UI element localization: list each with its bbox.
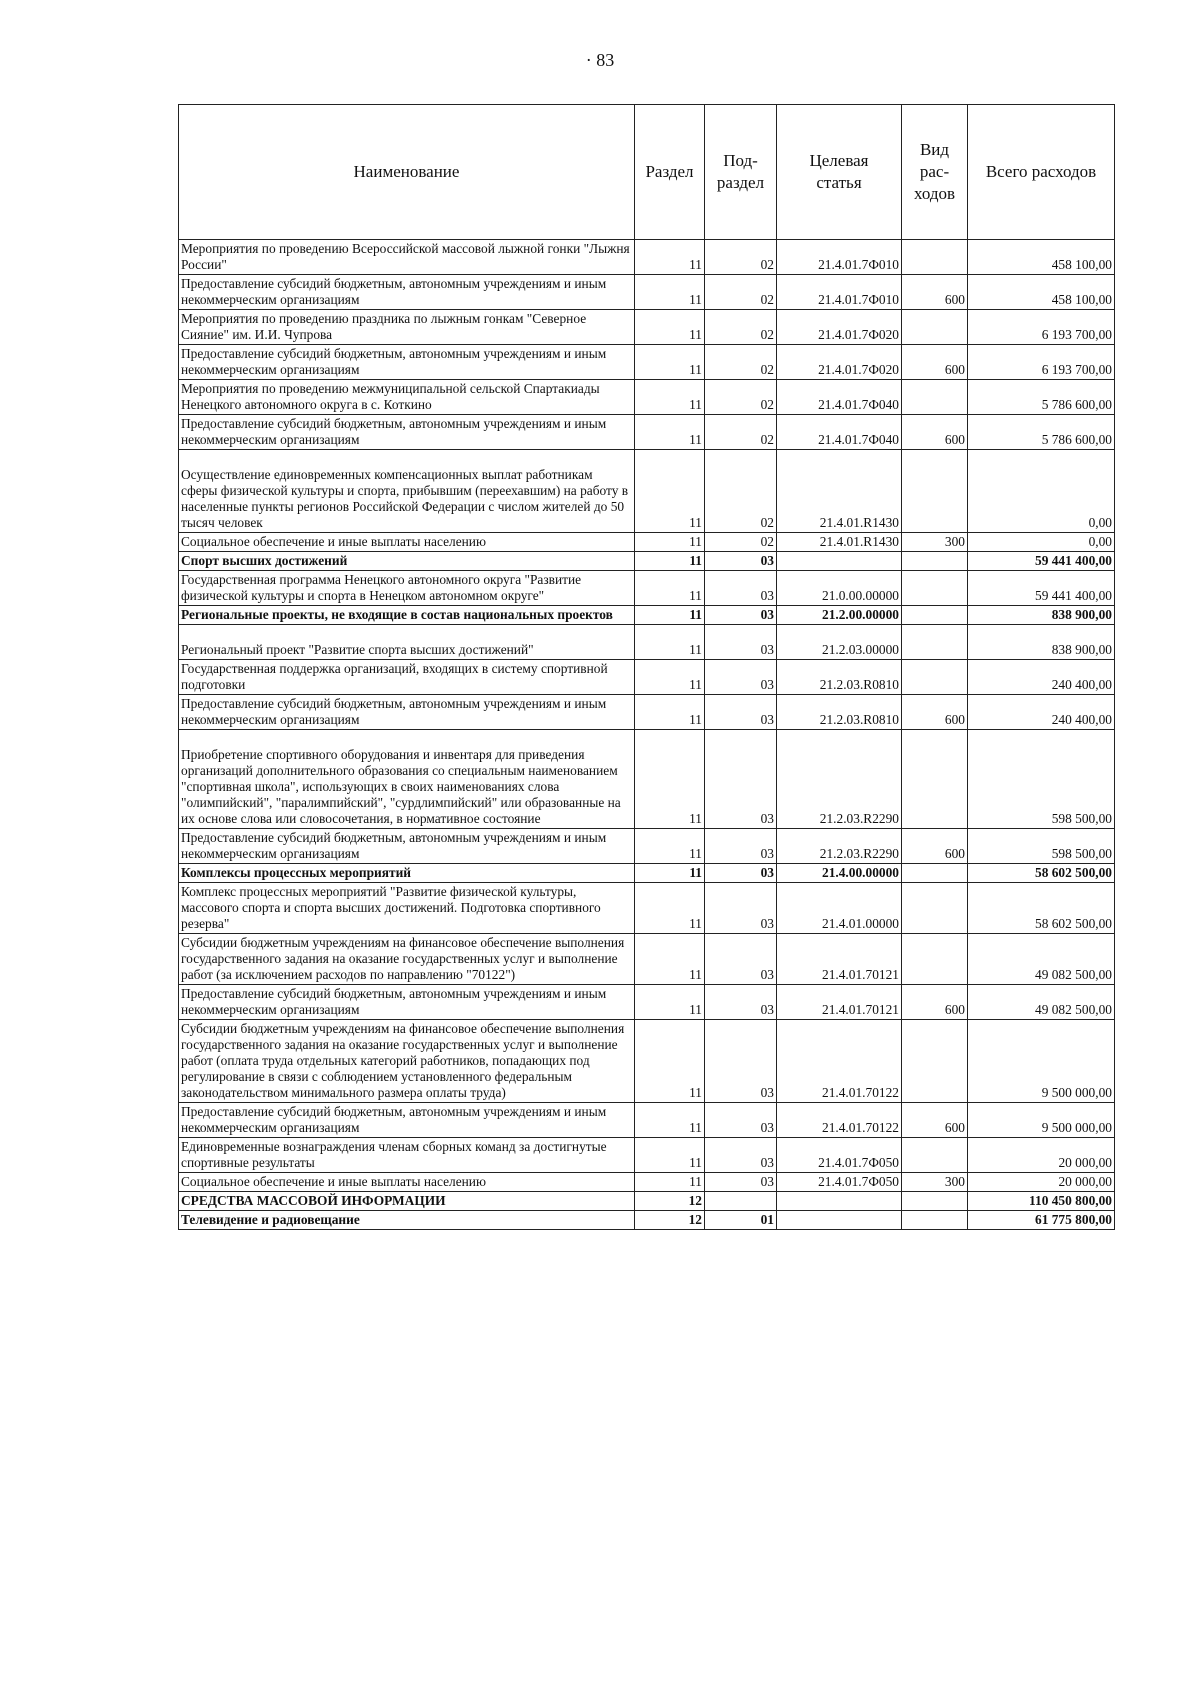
cell-target: 21.4.01.7Ф010: [777, 240, 902, 275]
cell-section: 11: [635, 571, 705, 606]
table-row: [179, 829, 1115, 864]
cell-section: 11: [635, 1173, 705, 1192]
cell-type: [902, 730, 968, 829]
cell-section: 11: [635, 625, 705, 660]
table-row: [179, 864, 1115, 883]
cell-section: 11: [635, 660, 705, 695]
budget-table: [178, 104, 1115, 1230]
cell-subsection: 01: [705, 1211, 777, 1230]
cell-total: 59 441 400,00: [968, 571, 1115, 606]
cell-section: 11: [635, 310, 705, 345]
table-row: [179, 883, 1115, 934]
cell-section: 12: [635, 1211, 705, 1230]
cell-target: 21.4.01.7Ф050: [777, 1173, 902, 1192]
cell-type: [902, 1211, 968, 1230]
cell-target: 21.4.01.R1430: [777, 450, 902, 533]
cell-subsection: 02: [705, 450, 777, 533]
cell-name: Осуществление единовременных компенсационных выплат работникам сферы физической культуры и спорта, прибывшим (переехавшим) на работу в населенные пункты регионов Российской Федерации с числом жителей до 50 тысяч человек: [179, 450, 635, 533]
cell-total: 0,00: [968, 450, 1115, 533]
cell-subsection: 03: [705, 985, 777, 1020]
cell-type: [902, 934, 968, 985]
cell-total: 20 000,00: [968, 1138, 1115, 1173]
cell-subsection: 02: [705, 345, 777, 380]
cell-total: 9 500 000,00: [968, 1103, 1115, 1138]
cell-section: 11: [635, 730, 705, 829]
cell-total: 598 500,00: [968, 829, 1115, 864]
table-row: [179, 985, 1115, 1020]
cell-total: 61 775 800,00: [968, 1211, 1115, 1230]
cell-section: 12: [635, 1192, 705, 1211]
cell-total: 6 193 700,00: [968, 345, 1115, 380]
table-row: [179, 695, 1115, 730]
cell-type: 300: [902, 533, 968, 552]
table-row: [179, 1192, 1115, 1211]
table-row: [179, 552, 1115, 571]
table-row: [179, 450, 1115, 533]
cell-target: 21.4.00.00000: [777, 864, 902, 883]
cell-name: Государственная программа Ненецкого автономного округа "Развитие физической культуры и спорта в Ненецком автономном округе": [179, 571, 635, 606]
cell-type: 600: [902, 829, 968, 864]
table-row: [179, 625, 1115, 660]
cell-section: 11: [635, 883, 705, 934]
cell-name: Единовременные вознаграждения членам сборных команд за достигнутые спортивные результаты: [179, 1138, 635, 1173]
cell-name: Предоставление субсидий бюджетным, автономным учреждениям и иным некоммерческим организациям: [179, 415, 635, 450]
cell-total: 58 602 500,00: [968, 864, 1115, 883]
table-row: [179, 1211, 1115, 1230]
cell-name: Мероприятия по проведению межмуниципальной сельской Спартакиады Ненецкого автономного округа в с. Коткино: [179, 380, 635, 415]
cell-total: 240 400,00: [968, 695, 1115, 730]
page-number: · 83: [585, 50, 615, 70]
cell-target: 21.4.01.7Ф040: [777, 380, 902, 415]
cell-type: 600: [902, 275, 968, 310]
cell-subsection: 03: [705, 606, 777, 625]
cell-section: 11: [635, 345, 705, 380]
cell-type: [902, 240, 968, 275]
table-row: [179, 415, 1115, 450]
table-row: [179, 380, 1115, 415]
cell-subsection: 02: [705, 415, 777, 450]
cell-subsection: 03: [705, 1020, 777, 1103]
cell-name: Приобретение спортивного оборудования и инвентаря для приведения организаций дополнительного образования со специальным наименованием "спортивная школа", использующих в своих наименованиях слова "олимпийский", "паралимпийский", "сурдлимпийский" или образованные на их основе слова или словосочетания, в нормативное состояние: [179, 730, 635, 829]
cell-subsection: 03: [705, 660, 777, 695]
cell-total: 49 082 500,00: [968, 934, 1115, 985]
cell-name: Предоставление субсидий бюджетным, автономным учреждениям и иным некоммерческим организациям: [179, 985, 635, 1020]
cell-subsection: 03: [705, 625, 777, 660]
cell-type: [902, 380, 968, 415]
cell-type: 600: [902, 1103, 968, 1138]
cell-name: Спорт высших достижений: [179, 552, 635, 571]
cell-name: Социальное обеспечение и иные выплаты населению: [179, 1173, 635, 1192]
cell-target: 21.2.03.R2290: [777, 730, 902, 829]
table-row: [179, 1020, 1115, 1103]
cell-section: 11: [635, 450, 705, 533]
cell-target: 21.4.01.7Ф020: [777, 310, 902, 345]
cell-section: 11: [635, 695, 705, 730]
cell-total: 6 193 700,00: [968, 310, 1115, 345]
cell-type: [902, 625, 968, 660]
cell-target: 21.2.03.00000: [777, 625, 902, 660]
table-row: [179, 275, 1115, 310]
cell-section: 11: [635, 275, 705, 310]
table-row: [179, 1173, 1115, 1192]
cell-target: 21.2.03.R0810: [777, 660, 902, 695]
header-section: Раздел: [635, 105, 705, 240]
cell-name: Комплексы процессных мероприятий: [179, 864, 635, 883]
cell-name: Предоставление субсидий бюджетным, автономным учреждениям и иным некоммерческим организациям: [179, 275, 635, 310]
cell-total: 838 900,00: [968, 606, 1115, 625]
cell-section: 11: [635, 985, 705, 1020]
cell-target: 21.4.01.7Ф050: [777, 1138, 902, 1173]
cell-type: [902, 864, 968, 883]
cell-subsection: 03: [705, 1138, 777, 1173]
cell-target: [777, 1211, 902, 1230]
cell-subsection: 02: [705, 275, 777, 310]
cell-subsection: 02: [705, 533, 777, 552]
header-subsection: Под- раздел: [705, 105, 777, 240]
cell-type: 300: [902, 1173, 968, 1192]
header-name: Наименование: [179, 105, 635, 240]
table-header-row: [179, 105, 1115, 240]
table-row: [179, 730, 1115, 829]
cell-type: 600: [902, 695, 968, 730]
cell-total: 598 500,00: [968, 730, 1115, 829]
cell-target: 21.4.01.R1430: [777, 533, 902, 552]
cell-section: 11: [635, 415, 705, 450]
table-row: [179, 345, 1115, 380]
cell-total: 240 400,00: [968, 660, 1115, 695]
cell-target: 21.2.03.R2290: [777, 829, 902, 864]
cell-type: 600: [902, 415, 968, 450]
cell-total: 838 900,00: [968, 625, 1115, 660]
cell-section: 11: [635, 829, 705, 864]
table-row: [179, 533, 1115, 552]
cell-subsection: 03: [705, 864, 777, 883]
cell-section: 11: [635, 864, 705, 883]
cell-subsection: 03: [705, 571, 777, 606]
cell-subsection: 03: [705, 730, 777, 829]
cell-section: 11: [635, 533, 705, 552]
cell-type: [902, 1020, 968, 1103]
cell-total: 9 500 000,00: [968, 1020, 1115, 1103]
cell-name: Региональный проект "Развитие спорта высших достижений": [179, 625, 635, 660]
cell-section: 11: [635, 380, 705, 415]
table-row: [179, 1138, 1115, 1173]
cell-name: Комплекс процессных мероприятий "Развитие физической культуры, массового спорта и спорта высших достижений. Подготовка спортивного резерва": [179, 883, 635, 934]
cell-type: 600: [902, 345, 968, 380]
cell-total: 5 786 600,00: [968, 415, 1115, 450]
cell-type: [902, 606, 968, 625]
cell-section: 11: [635, 934, 705, 985]
cell-type: [902, 883, 968, 934]
header-type: Вид рас- ходов: [902, 105, 968, 240]
cell-section: 11: [635, 240, 705, 275]
cell-subsection: 02: [705, 380, 777, 415]
cell-name: Социальное обеспечение и иные выплаты населению: [179, 533, 635, 552]
cell-subsection: 03: [705, 829, 777, 864]
cell-target: 21.4.01.7Ф040: [777, 415, 902, 450]
cell-name: Предоставление субсидий бюджетным, автономным учреждениям и иным некоммерческим организациям: [179, 1103, 635, 1138]
cell-target: 21.4.01.70122: [777, 1020, 902, 1103]
cell-section: 11: [635, 1020, 705, 1103]
cell-type: [902, 552, 968, 571]
cell-total: 49 082 500,00: [968, 985, 1115, 1020]
cell-target: 21.4.01.7Ф020: [777, 345, 902, 380]
cell-section: 11: [635, 606, 705, 625]
cell-total: 110 450 800,00: [968, 1192, 1115, 1211]
cell-target: 21.0.00.00000: [777, 571, 902, 606]
cell-name: Мероприятия по проведению праздника по лыжным гонкам "Северное Сияние" им. И.И. Чупрова: [179, 310, 635, 345]
cell-section: 11: [635, 552, 705, 571]
table-row: [179, 1103, 1115, 1138]
cell-target: [777, 1192, 902, 1211]
cell-subsection: 03: [705, 1103, 777, 1138]
cell-target: 21.4.01.7Ф010: [777, 275, 902, 310]
cell-subsection: 02: [705, 240, 777, 275]
cell-target: [777, 552, 902, 571]
table-row: [179, 240, 1115, 275]
cell-section: 11: [635, 1138, 705, 1173]
cell-name: Предоставление субсидий бюджетным, автономным учреждениям и иным некоммерческим организациям: [179, 695, 635, 730]
cell-target: 21.4.01.00000: [777, 883, 902, 934]
cell-subsection: 03: [705, 934, 777, 985]
cell-type: [902, 1192, 968, 1211]
table-row: [179, 310, 1115, 345]
header-total: Всего расходов: [968, 105, 1115, 240]
cell-name: Мероприятия по проведению Всероссийской массовой лыжной гонки "Лыжня России": [179, 240, 635, 275]
cell-name: Субсидии бюджетным учреждениям на финансовое обеспечение выполнения государственного задания на оказание государственных услуг и выполнение работ (за исключением расходов по направлению "70122"): [179, 934, 635, 985]
cell-name: Предоставление субсидий бюджетным, автономным учреждениям и иным некоммерческим организациям: [179, 345, 635, 380]
cell-total: 0,00: [968, 533, 1115, 552]
cell-subsection: 03: [705, 1173, 777, 1192]
cell-total: 458 100,00: [968, 240, 1115, 275]
cell-target: 21.4.01.70122: [777, 1103, 902, 1138]
table-body: [179, 240, 1115, 1230]
table-row: [179, 571, 1115, 606]
cell-target: 21.2.00.00000: [777, 606, 902, 625]
cell-type: [902, 450, 968, 533]
cell-name: Телевидение и радиовещание: [179, 1211, 635, 1230]
cell-name: Государственная поддержка организаций, входящих в систему спортивной подготовки: [179, 660, 635, 695]
cell-type: 600: [902, 985, 968, 1020]
cell-name: СРЕДСТВА МАССОВОЙ ИНФОРМАЦИИ: [179, 1192, 635, 1211]
cell-type: [902, 571, 968, 606]
cell-total: 20 000,00: [968, 1173, 1115, 1192]
cell-total: 458 100,00: [968, 275, 1115, 310]
cell-subsection: 03: [705, 883, 777, 934]
table-row: [179, 660, 1115, 695]
cell-name: Предоставление субсидий бюджетным, автономным учреждениям и иным некоммерческим организациям: [179, 829, 635, 864]
cell-subsection: 03: [705, 695, 777, 730]
cell-target: 21.2.03.R0810: [777, 695, 902, 730]
cell-target: 21.4.01.70121: [777, 985, 902, 1020]
cell-name: Субсидии бюджетным учреждениям на финансовое обеспечение выполнения государственного задания на оказание государственных услуг и выполнение работ (оплата труда отдельных категорий работников, попадающих под регулирование в связи с соблюдением установленного федеральным законодательством минимального размера оплаты труда): [179, 1020, 635, 1103]
cell-subsection: 03: [705, 552, 777, 571]
cell-subsection: [705, 1192, 777, 1211]
table-row: [179, 606, 1115, 625]
cell-name: Региональные проекты, не входящие в состав национальных проектов: [179, 606, 635, 625]
table-row: [179, 934, 1115, 985]
cell-target: 21.4.01.70121: [777, 934, 902, 985]
cell-subsection: 02: [705, 310, 777, 345]
cell-section: 11: [635, 1103, 705, 1138]
cell-total: 59 441 400,00: [968, 552, 1115, 571]
cell-total: 5 786 600,00: [968, 380, 1115, 415]
cell-total: 58 602 500,00: [968, 883, 1115, 934]
header-target: Целевая статья: [777, 105, 902, 240]
cell-type: [902, 310, 968, 345]
cell-type: [902, 1138, 968, 1173]
cell-type: [902, 660, 968, 695]
